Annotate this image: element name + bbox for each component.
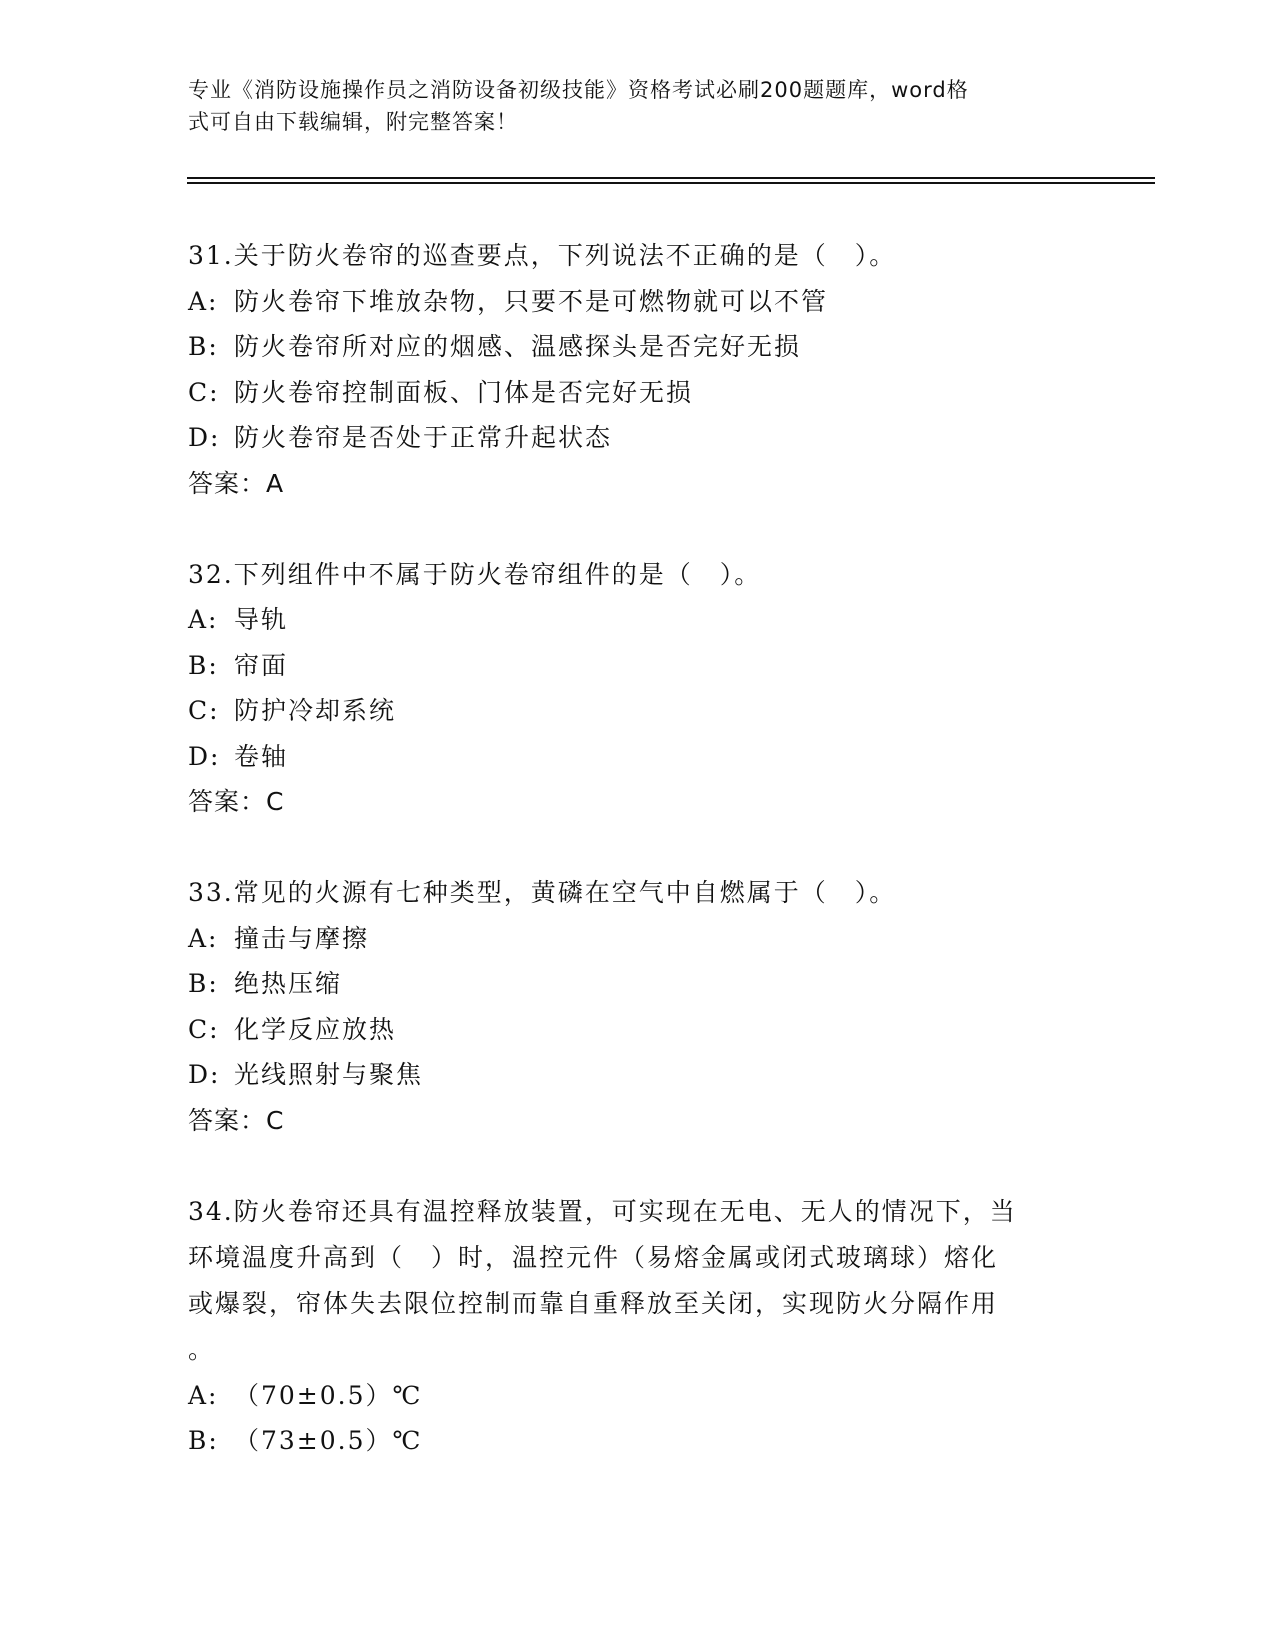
option-text: 绝热压缩 xyxy=(234,969,343,998)
header-divider-bottom xyxy=(187,182,1155,184)
stem-line-3: 或爆裂，帘体失去限位控制而靠自重释放至关闭，实现防火分隔作用 xyxy=(188,1288,999,1318)
option-key: C: xyxy=(188,377,220,407)
header-line-1: 专业《消防设施操作员之消防设备初级技能》资格考试必刷200题题库，word格 xyxy=(188,78,969,102)
option-b xyxy=(188,643,1088,689)
option-key: D: xyxy=(188,1060,221,1089)
option-d xyxy=(188,1052,1088,1098)
option-text: 撞击与摩擦 xyxy=(234,923,370,953)
option-text: 防火卷帘是否处于正常升起状态 xyxy=(234,423,613,452)
option-c xyxy=(188,370,1088,416)
header-divider-top xyxy=(187,177,1155,179)
option-key: A: xyxy=(188,605,219,634)
question-33 xyxy=(188,870,1088,1143)
option-d xyxy=(188,734,1088,780)
option-text: （70±0.5）℃ xyxy=(234,1380,423,1410)
document-header xyxy=(188,74,1088,138)
question-stem xyxy=(188,1189,1088,1373)
option-key: B: xyxy=(188,650,219,680)
option-key: A: xyxy=(188,923,219,953)
option-c xyxy=(188,688,1088,734)
option-text: 化学反应放热 xyxy=(234,1014,397,1044)
header-line-2: 式可自由下载编辑，附完整答案！ xyxy=(188,110,518,134)
option-d xyxy=(188,415,1088,461)
question-stem: 32.下列组件中不属于防火卷帘组件的是（ ）。 xyxy=(188,559,762,589)
question-stem: 31.关于防火卷帘的巡查要点，下列说法不正确的是（ ）。 xyxy=(188,241,897,270)
option-text: 防护冷却系统 xyxy=(234,696,397,725)
answer-line: 答案：A xyxy=(188,468,285,498)
stem-line-4: 。 xyxy=(188,1334,216,1364)
option-key: B: xyxy=(188,332,219,361)
option-key: A: xyxy=(188,1380,219,1410)
option-a xyxy=(188,916,1088,962)
stem-line-2: 环境温度升高到（ ）时，温控元件（易熔金属或闭式玻璃球）熔化 xyxy=(188,1242,999,1272)
option-c xyxy=(188,1007,1088,1053)
option-text: 帘面 xyxy=(234,650,289,680)
option-key: C: xyxy=(188,1014,220,1044)
answer-line: 答案：C xyxy=(188,1105,285,1135)
option-a xyxy=(188,279,1088,325)
answer-line: 答案：C xyxy=(188,787,285,816)
question-31 xyxy=(188,233,1088,506)
option-text: （73±0.5）℃ xyxy=(234,1426,423,1455)
stem-line-1: 34.防火卷帘还具有温控释放装置，可实现在无电、无人的情况下，当 xyxy=(188,1196,1017,1226)
option-b xyxy=(188,1418,1088,1464)
option-text: 防火卷帘控制面板、门体是否完好无损 xyxy=(234,377,694,407)
question-32 xyxy=(188,552,1088,825)
question-list xyxy=(188,233,1088,1510)
option-text: 防火卷帘所对应的烟感、温感探头是否完好无损 xyxy=(234,332,802,361)
option-text: 卷轴 xyxy=(234,741,289,771)
option-key: A: xyxy=(188,286,219,316)
option-b xyxy=(188,961,1088,1007)
option-key: C: xyxy=(188,696,220,725)
option-key: D: xyxy=(188,423,221,452)
option-text: 光线照射与聚焦 xyxy=(234,1060,424,1089)
option-b xyxy=(188,324,1088,370)
question-stem: 33.常见的火源有七种类型，黄磷在空气中自燃属于（ ）。 xyxy=(188,878,897,907)
option-text: 导轨 xyxy=(234,605,289,634)
option-a xyxy=(188,1373,1088,1419)
option-key: B: xyxy=(188,1426,219,1455)
option-a xyxy=(188,597,1088,643)
question-34 xyxy=(188,1189,1088,1464)
option-text: 防火卷帘下堆放杂物，只要不是可燃物就可以不管 xyxy=(234,286,829,316)
option-key: B: xyxy=(188,969,219,998)
option-key: D: xyxy=(188,741,221,771)
